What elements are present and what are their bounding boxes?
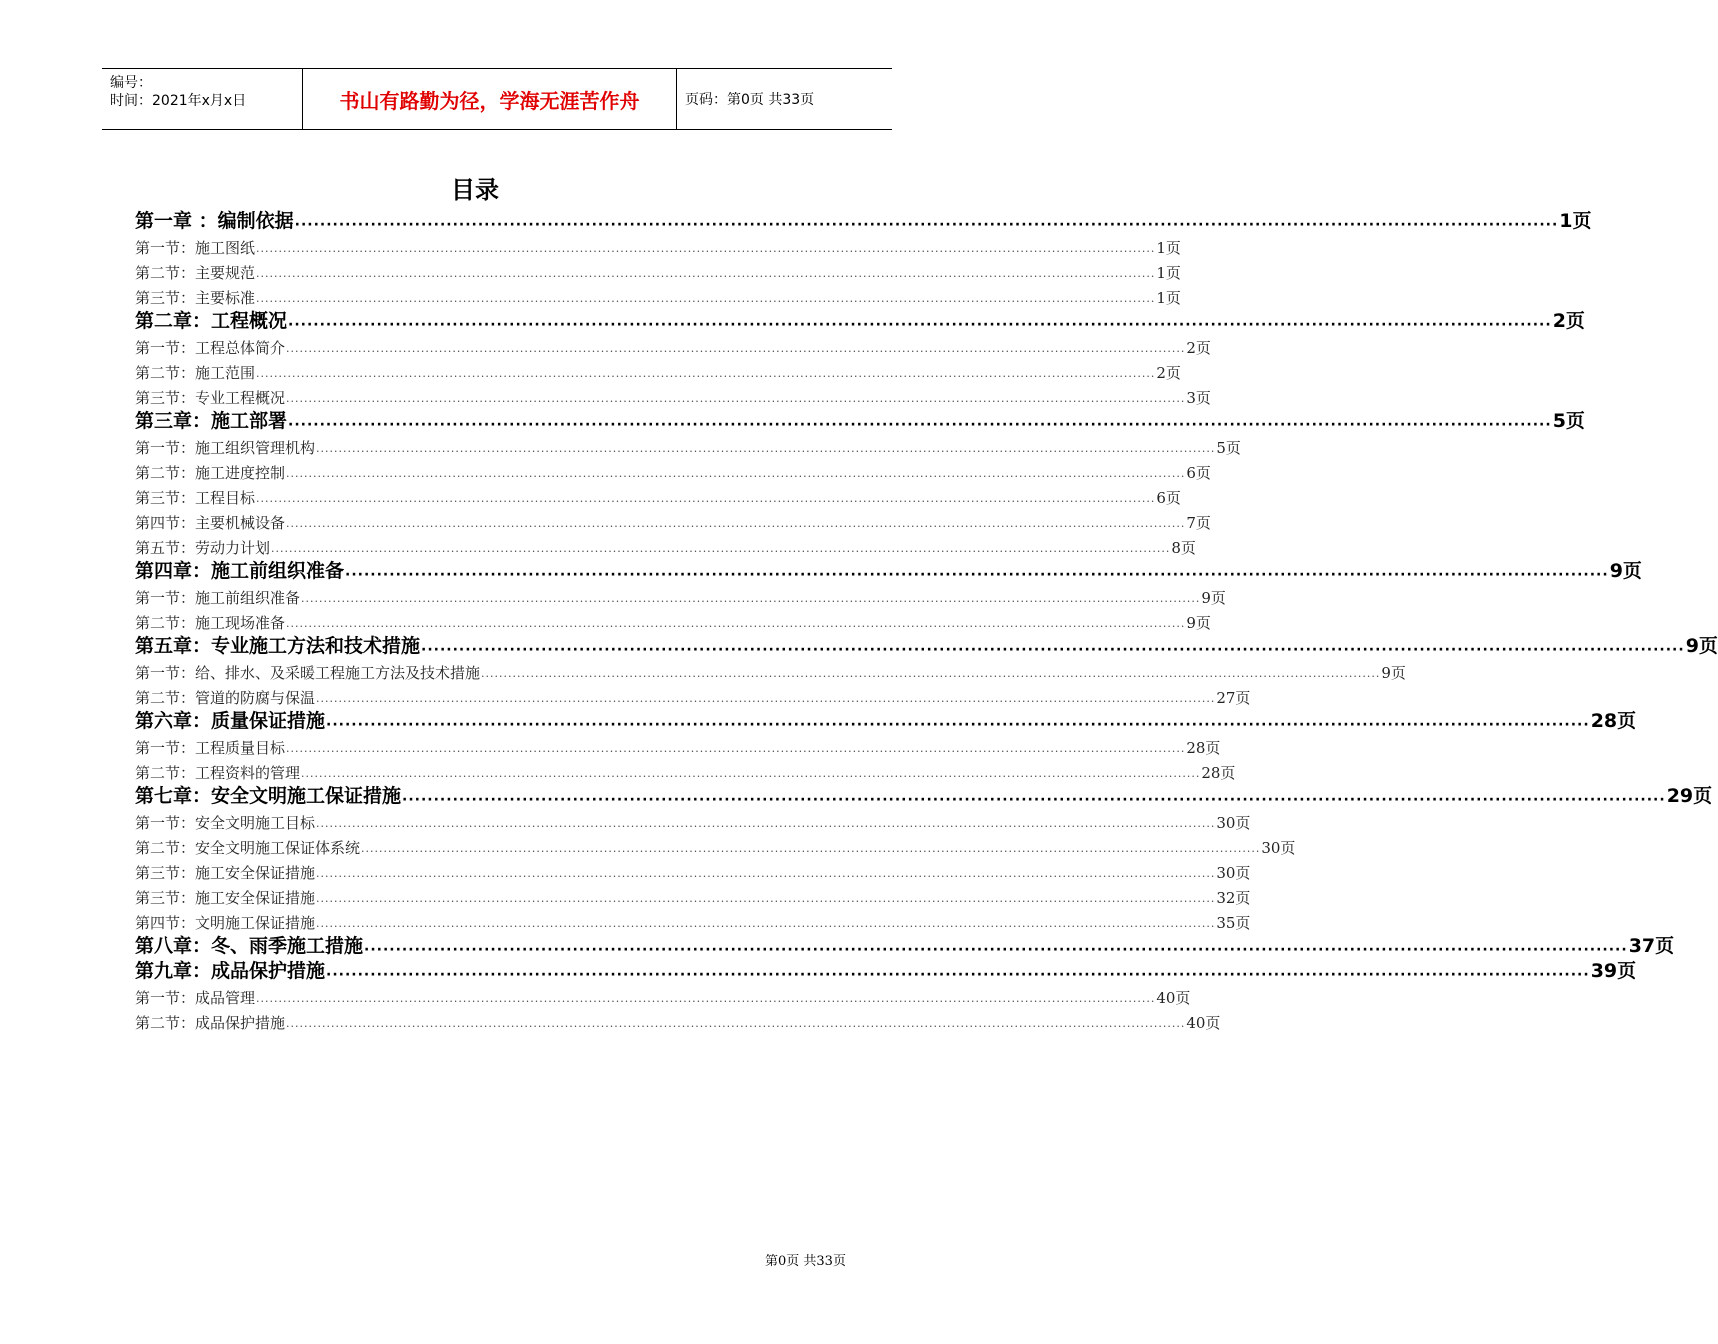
toc-dot-leader: ········································································································································································································ bbox=[421, 642, 1685, 658]
toc-section-entry[interactable] bbox=[135, 483, 1181, 508]
toc-entry-title: 第四节：主要机械设备 bbox=[135, 514, 286, 532]
toc-entry-title: 第二节：施工现场准备 bbox=[135, 614, 286, 632]
page-title: 目录 bbox=[451, 176, 499, 204]
toc-chapter-entry[interactable] bbox=[135, 933, 1675, 958]
toc-entry-title: 第三章：施工部署 bbox=[135, 410, 288, 432]
toc-entry-title: 第三节：施工安全保证措施 bbox=[135, 889, 316, 907]
toc-page-number: 28页 bbox=[1201, 764, 1236, 782]
toc-page-number: 5页 bbox=[1552, 410, 1585, 432]
toc-section-entry[interactable] bbox=[135, 983, 1191, 1008]
toc-page-number: 9页 bbox=[1609, 560, 1642, 582]
toc-dot-leader: ········································································································································································································ bbox=[326, 717, 1590, 733]
toc-section-entry[interactable] bbox=[135, 758, 1236, 783]
toc-dot-leader: ········································································································································································································ bbox=[286, 1020, 1186, 1033]
toc-section-entry[interactable] bbox=[135, 833, 1296, 858]
toc-page-number: 29页 bbox=[1666, 785, 1713, 807]
toc-entry-title: 第一节：施工组织管理机构 bbox=[135, 439, 316, 457]
toc-section-entry[interactable] bbox=[135, 883, 1251, 908]
toc-section-entry[interactable] bbox=[135, 808, 1251, 833]
toc-section-entry[interactable] bbox=[135, 508, 1211, 533]
toc-page-number: 8页 bbox=[1171, 539, 1196, 557]
toc-section-entry[interactable] bbox=[135, 433, 1241, 458]
toc-dot-leader: ········································································································································································································ bbox=[286, 345, 1186, 358]
toc-entry-title: 第一节：成品管理 bbox=[135, 989, 256, 1007]
toc-entry-title: 第六章：质量保证措施 bbox=[135, 710, 326, 732]
toc-section-entry[interactable] bbox=[135, 533, 1196, 558]
toc-dot-leader: ········································································································································································································ bbox=[316, 820, 1216, 833]
toc-page-number: 28页 bbox=[1186, 739, 1221, 757]
toc-page-number: 2页 bbox=[1156, 364, 1181, 382]
toc-page-number: 3页 bbox=[1186, 389, 1211, 407]
toc-section-entry[interactable] bbox=[135, 358, 1181, 383]
toc-chapter-entry[interactable] bbox=[135, 208, 1592, 233]
toc-dot-leader: ········································································································································································································ bbox=[286, 745, 1186, 758]
toc-page-number: 2页 bbox=[1552, 310, 1585, 332]
toc-entry-title: 第四章：施工前组织准备 bbox=[135, 560, 345, 582]
toc-section-entry[interactable] bbox=[135, 608, 1211, 633]
toc-page-number: 39页 bbox=[1590, 960, 1637, 982]
header-page-info: 页码：第0页 共33页 bbox=[685, 92, 815, 108]
toc-dot-leader: ········································································································································································································ bbox=[316, 445, 1216, 458]
toc-entry-title: 第三节：专业工程概况 bbox=[135, 389, 286, 407]
toc-section-entry[interactable] bbox=[135, 908, 1251, 933]
serial-number-label: 编号： bbox=[110, 75, 152, 91]
toc-dot-leader: ········································································································································································································ bbox=[316, 695, 1216, 708]
toc-entry-title: 第二节：管道的防腐与保温 bbox=[135, 689, 316, 707]
toc-section-entry[interactable] bbox=[135, 1008, 1221, 1033]
toc-dot-leader: ········································································································································································································ bbox=[402, 792, 1666, 808]
toc-entry-title: 第四节：文明施工保证措施 bbox=[135, 914, 316, 932]
toc-dot-leader: ········································································································································································································ bbox=[286, 395, 1186, 408]
toc-chapter-entry[interactable] bbox=[135, 958, 1637, 983]
toc-dot-leader: ········································································································································································································ bbox=[256, 245, 1156, 258]
toc-dot-leader: ········································································································································································································ bbox=[364, 942, 1628, 958]
toc-section-entry[interactable] bbox=[135, 258, 1181, 283]
toc-dot-leader: ········································································································································································································ bbox=[286, 520, 1186, 533]
toc-entry-title: 第二节：工程资料的管理 bbox=[135, 764, 301, 782]
toc-page-number: 9页 bbox=[1201, 589, 1226, 607]
toc-page-number: 1页 bbox=[1156, 289, 1181, 307]
toc-dot-leader: ········································································································································································································ bbox=[316, 920, 1216, 933]
toc-entry-title: 第七章：安全文明施工保证措施 bbox=[135, 785, 402, 807]
toc-page-number: 30页 bbox=[1216, 864, 1251, 882]
toc-section-entry[interactable] bbox=[135, 858, 1251, 883]
header-motto: 书山有路勤为径，学海无涯苦作舟 bbox=[303, 69, 677, 129]
toc-section-entry[interactable] bbox=[135, 458, 1211, 483]
page-footer: 第0页 共33页 bbox=[765, 1254, 846, 1269]
toc-entry-title: 第八章：冬、雨季施工措施 bbox=[135, 935, 364, 957]
toc-entry-title: 第一节：施工图纸 bbox=[135, 239, 256, 257]
toc-page-number: 37页 bbox=[1628, 935, 1675, 957]
toc-chapter-entry[interactable] bbox=[135, 708, 1637, 733]
toc-entry-title: 第一节：安全文明施工目标 bbox=[135, 814, 316, 832]
toc-chapter-entry[interactable] bbox=[135, 633, 1718, 658]
toc-chapter-entry[interactable] bbox=[135, 558, 1642, 583]
toc-page-number: 6页 bbox=[1156, 489, 1181, 507]
toc-page-number: 1页 bbox=[1559, 210, 1592, 232]
toc-section-entry[interactable] bbox=[135, 333, 1211, 358]
toc-entry-title: 第二节：安全文明施工保证体系统 bbox=[135, 839, 361, 857]
toc-entry-title: 第一章 ：编制依据 bbox=[135, 210, 294, 232]
toc-entry-title: 第二节：施工进度控制 bbox=[135, 464, 286, 482]
toc-section-entry[interactable] bbox=[135, 683, 1251, 708]
toc-page-number: 6页 bbox=[1186, 464, 1211, 482]
toc-dot-leader: ········································································································································································································ bbox=[294, 217, 1559, 233]
toc-page-number: 28页 bbox=[1590, 710, 1637, 732]
toc-entry-title: 第九章：成品保护措施 bbox=[135, 960, 326, 982]
toc-page-number: 30页 bbox=[1216, 814, 1251, 832]
toc-chapter-entry[interactable] bbox=[135, 308, 1585, 333]
toc-section-entry[interactable] bbox=[135, 733, 1221, 758]
toc-dot-leader: ········································································································································································································ bbox=[256, 270, 1156, 283]
toc-entry-title: 第一节：施工前组织准备 bbox=[135, 589, 301, 607]
toc-dot-leader: ········································································································································································································ bbox=[256, 370, 1156, 383]
toc-dot-leader: ········································································································································································································ bbox=[361, 845, 1261, 858]
toc-dot-leader: ········································································································································································································ bbox=[481, 670, 1381, 683]
toc-dot-leader: ········································································································································································································ bbox=[316, 895, 1216, 908]
toc-dot-leader: ········································································································································································································ bbox=[256, 995, 1156, 1008]
toc-chapter-entry[interactable] bbox=[135, 408, 1585, 433]
toc-page-number: 32页 bbox=[1216, 889, 1251, 907]
toc-entry-title: 第二章：工程概况 bbox=[135, 310, 288, 332]
toc-entry-title: 第二节：主要规范 bbox=[135, 264, 256, 282]
toc-section-entry[interactable] bbox=[135, 233, 1181, 258]
toc-dot-leader: ········································································································································································································ bbox=[288, 417, 1552, 433]
table-of-contents bbox=[135, 208, 1718, 1033]
toc-page-number: 1页 bbox=[1156, 239, 1181, 257]
toc-entry-title: 第二节：成品保护措施 bbox=[135, 1014, 286, 1032]
toc-dot-leader: ········································································································································································································ bbox=[326, 967, 1590, 983]
page-header bbox=[102, 68, 892, 130]
toc-entry-title: 第一节：工程总体简介 bbox=[135, 339, 286, 357]
toc-page-number: 35页 bbox=[1216, 914, 1251, 932]
toc-page-number: 30页 bbox=[1261, 839, 1296, 857]
toc-chapter-entry[interactable] bbox=[135, 783, 1713, 808]
toc-dot-leader: ········································································································································································································ bbox=[301, 595, 1201, 608]
toc-entry-title: 第三节：工程目标 bbox=[135, 489, 256, 507]
toc-page-number: 27页 bbox=[1216, 689, 1251, 707]
toc-page-number: 9页 bbox=[1186, 614, 1211, 632]
toc-entry-title: 第五章：专业施工方法和技术措施 bbox=[135, 635, 421, 657]
toc-entry-title: 第一节：工程质量目标 bbox=[135, 739, 286, 757]
toc-entry-title: 第五节：劳动力计划 bbox=[135, 539, 271, 557]
toc-dot-leader: ········································································································································································································ bbox=[256, 295, 1156, 308]
toc-dot-leader: ········································································································································································································ bbox=[271, 545, 1171, 558]
toc-dot-leader: ········································································································································································································ bbox=[316, 870, 1216, 883]
toc-entry-title: 第三节：主要标准 bbox=[135, 289, 256, 307]
toc-page-number: 1页 bbox=[1156, 264, 1181, 282]
toc-dot-leader: ········································································································································································································ bbox=[301, 770, 1201, 783]
toc-page-number: 2页 bbox=[1186, 339, 1211, 357]
toc-entry-title: 第三节：施工安全保证措施 bbox=[135, 864, 316, 882]
toc-section-entry[interactable] bbox=[135, 583, 1226, 608]
toc-page-number: 9页 bbox=[1685, 635, 1718, 657]
toc-section-entry[interactable] bbox=[135, 658, 1406, 683]
toc-dot-leader: ········································································································································································································ bbox=[286, 470, 1186, 483]
toc-dot-leader: ········································································································································································································ bbox=[286, 620, 1186, 633]
header-meta bbox=[102, 69, 303, 129]
toc-section-entry[interactable] bbox=[135, 283, 1181, 308]
toc-page-number: 40页 bbox=[1186, 1014, 1221, 1032]
toc-entry-title: 第二节：施工范围 bbox=[135, 364, 256, 382]
toc-page-number: 40页 bbox=[1156, 989, 1191, 1007]
date-label: 时间：2021年x月x日 bbox=[110, 93, 247, 109]
toc-entry-title: 第一节：给、排水、及采暖工程施工方法及技术措施 bbox=[135, 664, 481, 682]
toc-page-number: 5页 bbox=[1216, 439, 1241, 457]
toc-dot-leader: ········································································································································································································ bbox=[345, 567, 1609, 583]
toc-page-number: 9页 bbox=[1381, 664, 1406, 682]
toc-page-number: 7页 bbox=[1186, 514, 1211, 532]
toc-dot-leader: ········································································································································································································ bbox=[256, 495, 1156, 508]
toc-dot-leader: ········································································································································································································ bbox=[288, 317, 1552, 333]
toc-section-entry[interactable] bbox=[135, 383, 1211, 408]
